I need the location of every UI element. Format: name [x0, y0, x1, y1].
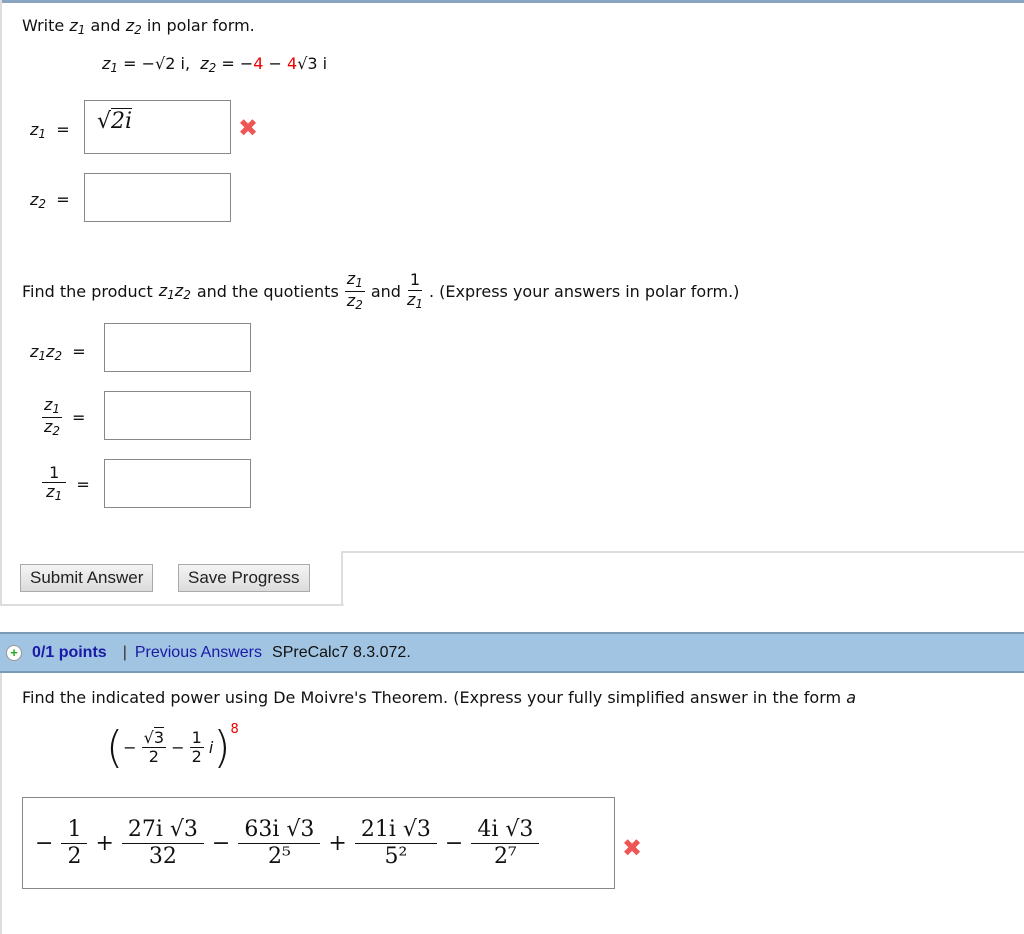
answer-fraction [238, 817, 320, 869]
answer-fraction [61, 817, 87, 869]
panel-border [341, 552, 343, 606]
panel-border [0, 604, 344, 606]
q2-prompt: Find the indicated power using De Moivre's Theorem. (Express your fully simplified answer in the form a [22, 688, 856, 707]
product-label: $z_1z_2$ = [30, 342, 86, 363]
incorrect-icon: ✖ [622, 834, 643, 862]
z1-input[interactable]: √2i [84, 100, 231, 154]
numerator: 1 [61, 817, 87, 843]
z2-label: $z_2$ = [30, 190, 70, 211]
numerator: 4i √3 [471, 817, 539, 843]
separator: | [122, 643, 127, 661]
panel-border [341, 551, 1024, 553]
quotient1-input[interactable] [104, 391, 251, 440]
numerator: 63i √3 [238, 817, 320, 843]
quotient2-label: $\frac{1}{z_1}$ = [44, 463, 90, 504]
answer-sign: + [95, 830, 114, 856]
submit-answer-button[interactable]: Submit Answer [20, 564, 153, 592]
product-input[interactable] [104, 323, 251, 372]
denominator: 2 [67, 843, 82, 869]
answer-fraction [122, 817, 204, 869]
denominator: 5² [384, 843, 408, 869]
answer-sign: − [444, 830, 464, 856]
quotient1-label: $\frac{z_1}{z_2}$ = [44, 395, 86, 438]
z2-input[interactable] [84, 173, 231, 222]
numerator: 21i √3 [355, 817, 437, 843]
power-expression: ( − $\frac{√3}{2}$ − $\frac{1}{2}$ i ) 8 [106, 722, 239, 773]
find-prompt: Find the product $z_1z_2$ and the quotients $\frac{z_1}{z_2}$ and $\frac{1}{z_1}$ . (Express your answers in polar form.) [22, 269, 740, 312]
top-border [0, 0, 1024, 3]
answer-sign: − [35, 830, 54, 856]
answer-sign: + [328, 830, 347, 856]
save-progress-button[interactable]: Save Progress [178, 564, 310, 592]
answer-sign: − [211, 830, 231, 856]
answer-fraction [471, 817, 539, 869]
given-values: $z_1 = -√2$ i, $z_2 = -4 - 4√3$ i [102, 54, 328, 75]
denominator: 32 [148, 843, 177, 869]
previous-answers-link[interactable]: Previous Answers [134, 643, 263, 661]
denominator: 2⁵ [267, 843, 291, 869]
question-header-bar [0, 632, 1024, 673]
q2-answer-input[interactable] [22, 797, 615, 889]
panel-border [0, 0, 2, 606]
denominator: 2⁷ [493, 843, 517, 869]
question-intro: Write $z_1$ and $z_2$ in polar form. [22, 16, 255, 37]
z1-label: $z_1$ = [30, 120, 70, 141]
incorrect-icon: ✖ [238, 114, 259, 142]
question-ref: SPreCalc7 8.3.072. [272, 643, 411, 661]
points-badge: 0/1 points [32, 643, 107, 661]
expand-plus-icon[interactable]: + [6, 645, 22, 661]
numerator: 27i √3 [122, 817, 204, 843]
answer-fraction [355, 817, 437, 869]
quotient2-input[interactable] [104, 459, 251, 508]
panel-border [0, 673, 2, 934]
